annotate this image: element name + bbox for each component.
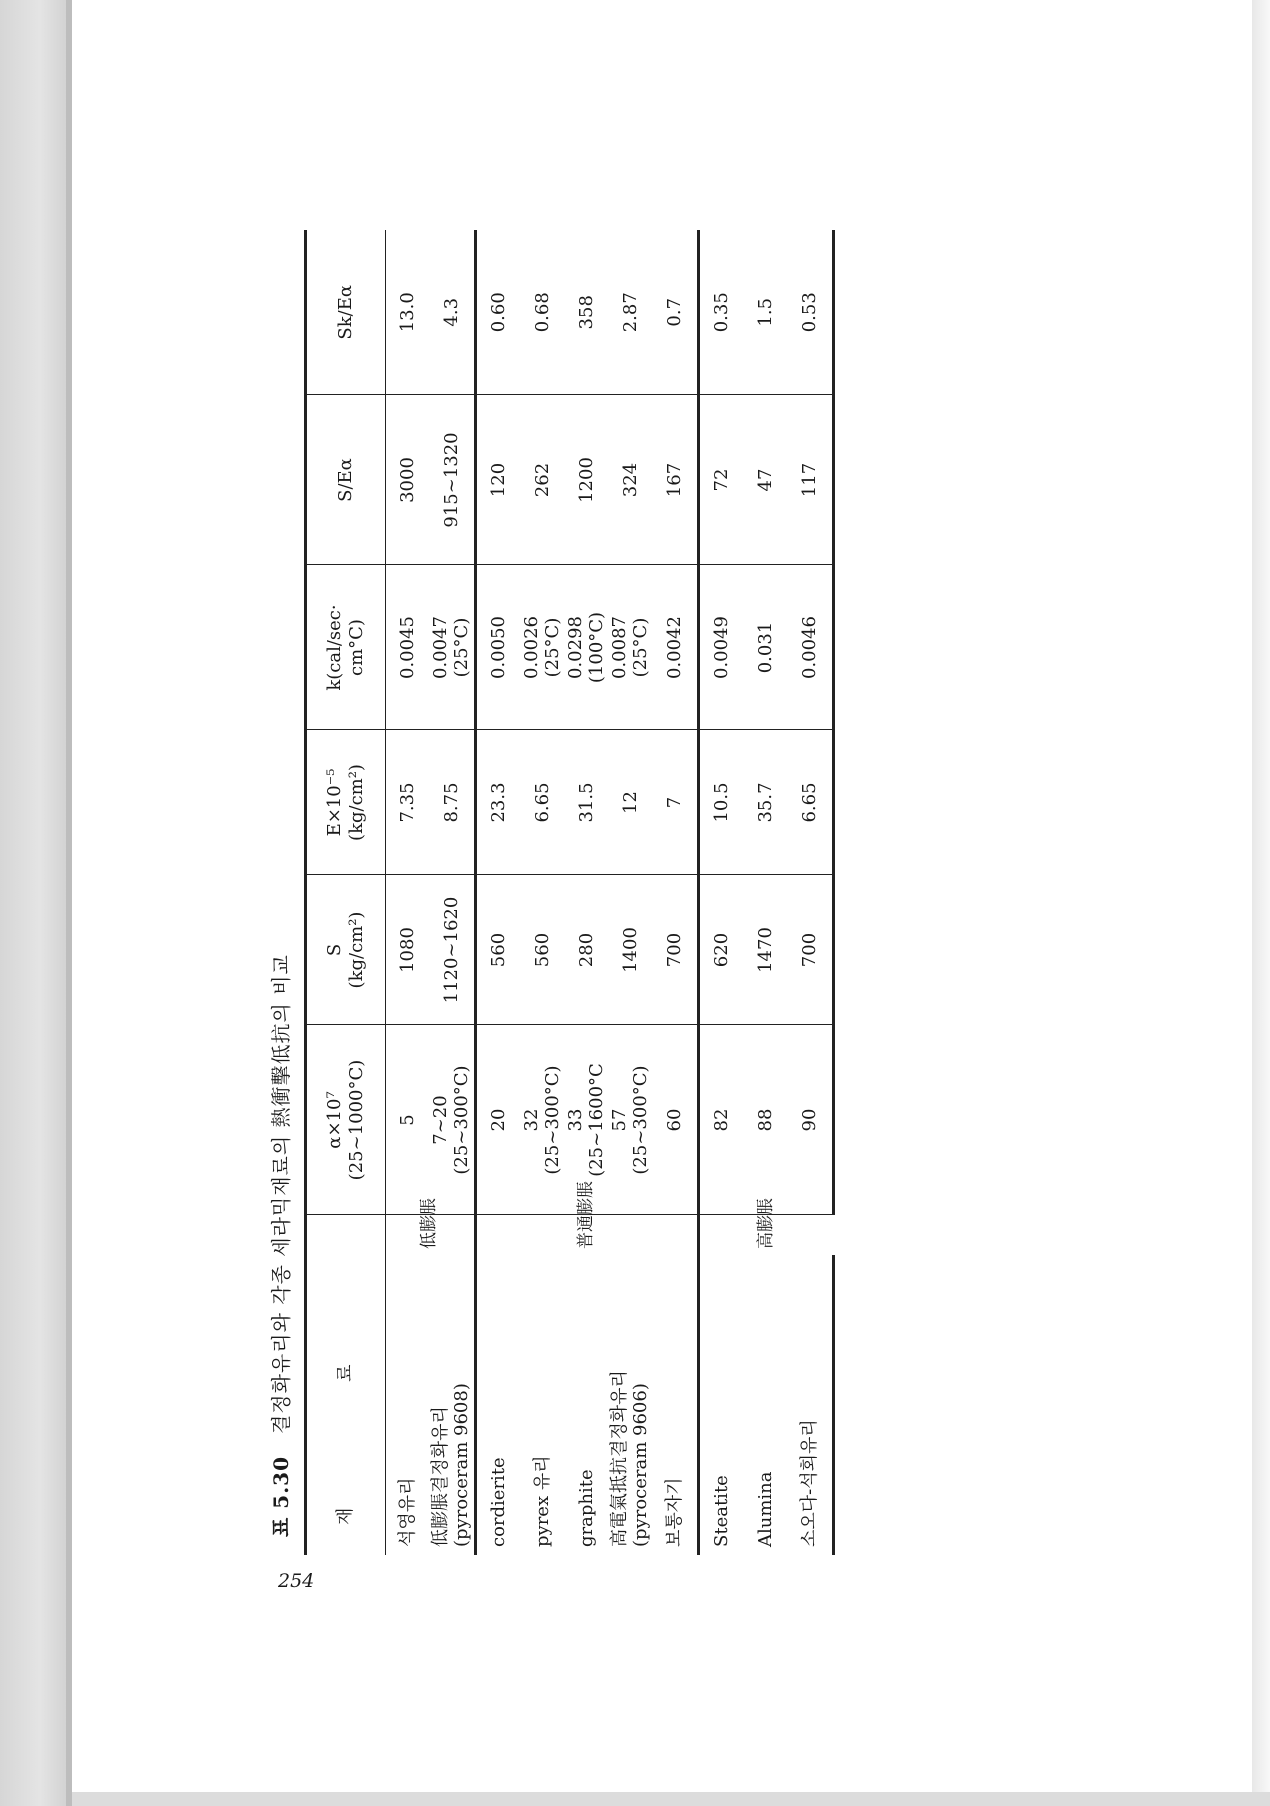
cell-k [788, 565, 834, 730]
group-label [755, 1198, 777, 1250]
k-line: 0.031 [754, 621, 776, 674]
alpha-line: 20 [487, 1108, 509, 1132]
cell-sk-e-alpha: 1.5 [744, 230, 788, 395]
alpha-line: 5 [396, 1114, 418, 1126]
group-char: 膨 [576, 1198, 597, 1215]
header-e [306, 730, 386, 875]
header-alpha-line1: α×10⁷ [323, 1091, 345, 1149]
cell-material [565, 1255, 609, 1555]
group-char: 膨 [755, 1215, 776, 1232]
cell-k [521, 565, 565, 730]
material-line: 高電氣抵抗결정화유리 [609, 1370, 631, 1547]
table-caption [258, 230, 304, 1555]
cell-k [386, 565, 431, 730]
cell-sk-e-alpha: 2.87 [609, 230, 653, 395]
material-line: Alumina [754, 1471, 776, 1547]
table-row [744, 230, 788, 1555]
cell-s-e-alpha: 324 [609, 395, 653, 565]
table-row [653, 230, 699, 1555]
cell-s: 1080 [386, 875, 431, 1025]
cell-k [430, 565, 476, 730]
cell-e: 35.7 [744, 730, 788, 875]
header-s-e-alpha: S/Eα [306, 395, 386, 565]
cell-e: 7.35 [386, 730, 431, 875]
cell-alpha [788, 1025, 834, 1215]
cell-e: 23.3 [476, 730, 522, 875]
cell-s: 280 [565, 875, 609, 1025]
material-line: (pyroceram 9606) [630, 1383, 651, 1547]
cell-s-e-alpha: 915~1320 [430, 395, 476, 565]
group-char: 通 [576, 1215, 597, 1232]
cell-material [653, 1255, 699, 1555]
k-line: 0.0042 [663, 616, 685, 679]
cell-alpha [653, 1025, 699, 1215]
cell-expansion-group [476, 1181, 699, 1255]
cell-s-e-alpha: 167 [653, 395, 699, 565]
header-sk-e-alpha: Sk/Eα [306, 230, 386, 395]
cell-sk-e-alpha: 358 [565, 230, 609, 395]
cell-e: 12 [609, 730, 653, 875]
rotated-table-block [258, 230, 878, 1555]
table-row [386, 230, 431, 1555]
cell-e: 31.5 [565, 730, 609, 875]
cell-e: 10.5 [699, 730, 745, 875]
cell-s: 1120~1620 [430, 875, 476, 1025]
page-shadow-bottom [72, 1792, 1270, 1806]
header-s-line2: (kg/cm²) [346, 911, 367, 989]
cell-sk-e-alpha: 0.60 [476, 230, 522, 395]
alpha-line: 82 [710, 1108, 732, 1132]
cell-material [430, 1255, 476, 1555]
page-shadow-right [1252, 0, 1270, 1806]
group-char: 膨 [419, 1215, 440, 1232]
k-line: 0.0045 [396, 616, 418, 679]
k-line: (25°C) [542, 617, 563, 678]
k-line: 0.0026 [521, 616, 543, 679]
table-row [476, 230, 522, 1555]
table-row [430, 230, 476, 1555]
group-char: 普 [576, 1232, 597, 1249]
cell-s-e-alpha: 72 [699, 395, 745, 565]
table-body [386, 230, 834, 1555]
material-line: graphite [575, 1469, 597, 1547]
alpha-line: 33 [565, 1108, 587, 1132]
material-line: cordierite [487, 1457, 509, 1547]
group-label [576, 1181, 597, 1250]
cell-sk-e-alpha: 4.3 [430, 230, 476, 395]
cell-sk-e-alpha: 0.68 [521, 230, 565, 395]
header-s-line1: S [323, 943, 345, 957]
cell-k [476, 565, 522, 730]
material-line: 보통자기 [663, 1477, 685, 1547]
cell-s-e-alpha: 120 [476, 395, 522, 565]
group-label [419, 1198, 440, 1250]
material-line: Steatite [710, 1475, 732, 1547]
table-row [565, 230, 609, 1555]
group-char: 高 [755, 1232, 776, 1249]
header-alpha-line2: (25~1000°C) [346, 1059, 367, 1181]
cell-sk-e-alpha: 0.53 [788, 230, 834, 395]
alpha-line: (25~300°C) [451, 1065, 472, 1175]
cell-s: 620 [699, 875, 745, 1025]
cell-e: 8.75 [430, 730, 476, 875]
table-row [521, 230, 565, 1555]
header-alpha [306, 1025, 386, 1215]
alpha-line: (25~300°C) [542, 1065, 563, 1175]
group-char: 脹 [576, 1181, 597, 1198]
cell-s-e-alpha: 47 [744, 395, 788, 565]
cell-s: 700 [653, 875, 699, 1025]
cell-k [609, 565, 653, 730]
group-char: 脹 [419, 1198, 440, 1215]
header-row [306, 230, 386, 1555]
header-k-line1: k(cal/sec· [323, 604, 345, 691]
header-e-line2: (kg/cm²) [346, 764, 367, 841]
cell-s: 560 [476, 875, 522, 1025]
cell-alpha [521, 1025, 565, 1215]
material-line: 소오다-석회유리 [798, 1419, 820, 1547]
cell-material [386, 1255, 431, 1555]
k-line: (25°C) [630, 617, 651, 678]
k-line: 0.0046 [798, 616, 820, 679]
cell-alpha [699, 1025, 745, 1215]
cell-s-e-alpha: 117 [788, 395, 834, 565]
cell-alpha [744, 1025, 788, 1215]
alpha-line: 60 [663, 1108, 685, 1132]
cell-sk-e-alpha: 0.35 [699, 230, 745, 395]
book-spine [0, 0, 72, 1806]
k-line: 0.0049 [710, 616, 732, 679]
header-material: 재 료 [306, 1215, 386, 1555]
cell-k [744, 565, 788, 730]
k-line: 0.0050 [487, 616, 509, 679]
k-line: (25°C) [451, 617, 472, 678]
cell-e: 6.65 [521, 730, 565, 875]
page-number: 254 [278, 1570, 315, 1592]
k-line: (100°C) [586, 611, 607, 684]
group-char: 脹 [755, 1198, 776, 1215]
cell-material [699, 1255, 745, 1555]
cell-material [788, 1255, 834, 1555]
table-caption-label: 표 5.30 [269, 1456, 293, 1537]
header-s [306, 875, 386, 1025]
cell-sk-e-alpha: 0.7 [653, 230, 699, 395]
material-line: 석영유리 [396, 1477, 418, 1547]
cell-s: 1470 [744, 875, 788, 1025]
k-line: 0.0087 [609, 616, 631, 679]
cell-material [476, 1255, 522, 1555]
cell-alpha [609, 1025, 653, 1215]
thermal-shock-table [304, 230, 835, 1555]
cell-s: 560 [521, 875, 565, 1025]
cell-s-e-alpha: 1200 [565, 395, 609, 565]
alpha-line: 88 [754, 1108, 776, 1132]
cell-k [565, 565, 609, 730]
alpha-line: 7~20 [430, 1095, 452, 1145]
material-line: (pyroceram 9608) [451, 1383, 472, 1547]
table-row [609, 230, 653, 1555]
material-line: pyrex 유리 [531, 1455, 553, 1547]
material-line: 低膨脹결정화유리 [430, 1406, 452, 1547]
cell-s-e-alpha: 262 [521, 395, 565, 565]
cell-expansion-group [699, 1198, 834, 1255]
group-char: 低 [419, 1232, 440, 1249]
alpha-line: 90 [798, 1108, 820, 1132]
k-line: 0.0047 [430, 616, 452, 679]
table-caption-text: 결정화유리와 각종 세라믹재료의 熱衝擊低抗의 비교 [269, 954, 293, 1435]
cell-alpha [476, 1025, 522, 1215]
table-row [788, 230, 834, 1555]
table-row [699, 230, 745, 1555]
cell-s: 700 [788, 875, 834, 1025]
cell-expansion-group [386, 1198, 476, 1255]
header-k [306, 565, 386, 730]
cell-material [609, 1255, 653, 1555]
alpha-line: 32 [521, 1108, 543, 1132]
alpha-line: 57 [609, 1108, 631, 1132]
cell-k [653, 565, 699, 730]
header-e-line1: E×10⁻⁵ [323, 768, 345, 837]
cell-alpha [386, 1025, 431, 1215]
cell-e: 7 [653, 730, 699, 875]
cell-sk-e-alpha: 13.0 [386, 230, 431, 395]
alpha-line: (25~300°C) [630, 1065, 651, 1175]
cell-s-e-alpha: 3000 [386, 395, 431, 565]
cell-s: 1400 [609, 875, 653, 1025]
k-line: 0.0298 [565, 616, 587, 679]
header-k-line2: cm°C) [346, 619, 367, 676]
cell-material [744, 1255, 788, 1555]
cell-e: 6.65 [788, 730, 834, 875]
cell-alpha [430, 1025, 476, 1215]
alpha-line: (25~1600°C [586, 1063, 607, 1177]
cell-material [521, 1255, 565, 1555]
cell-k [699, 565, 745, 730]
